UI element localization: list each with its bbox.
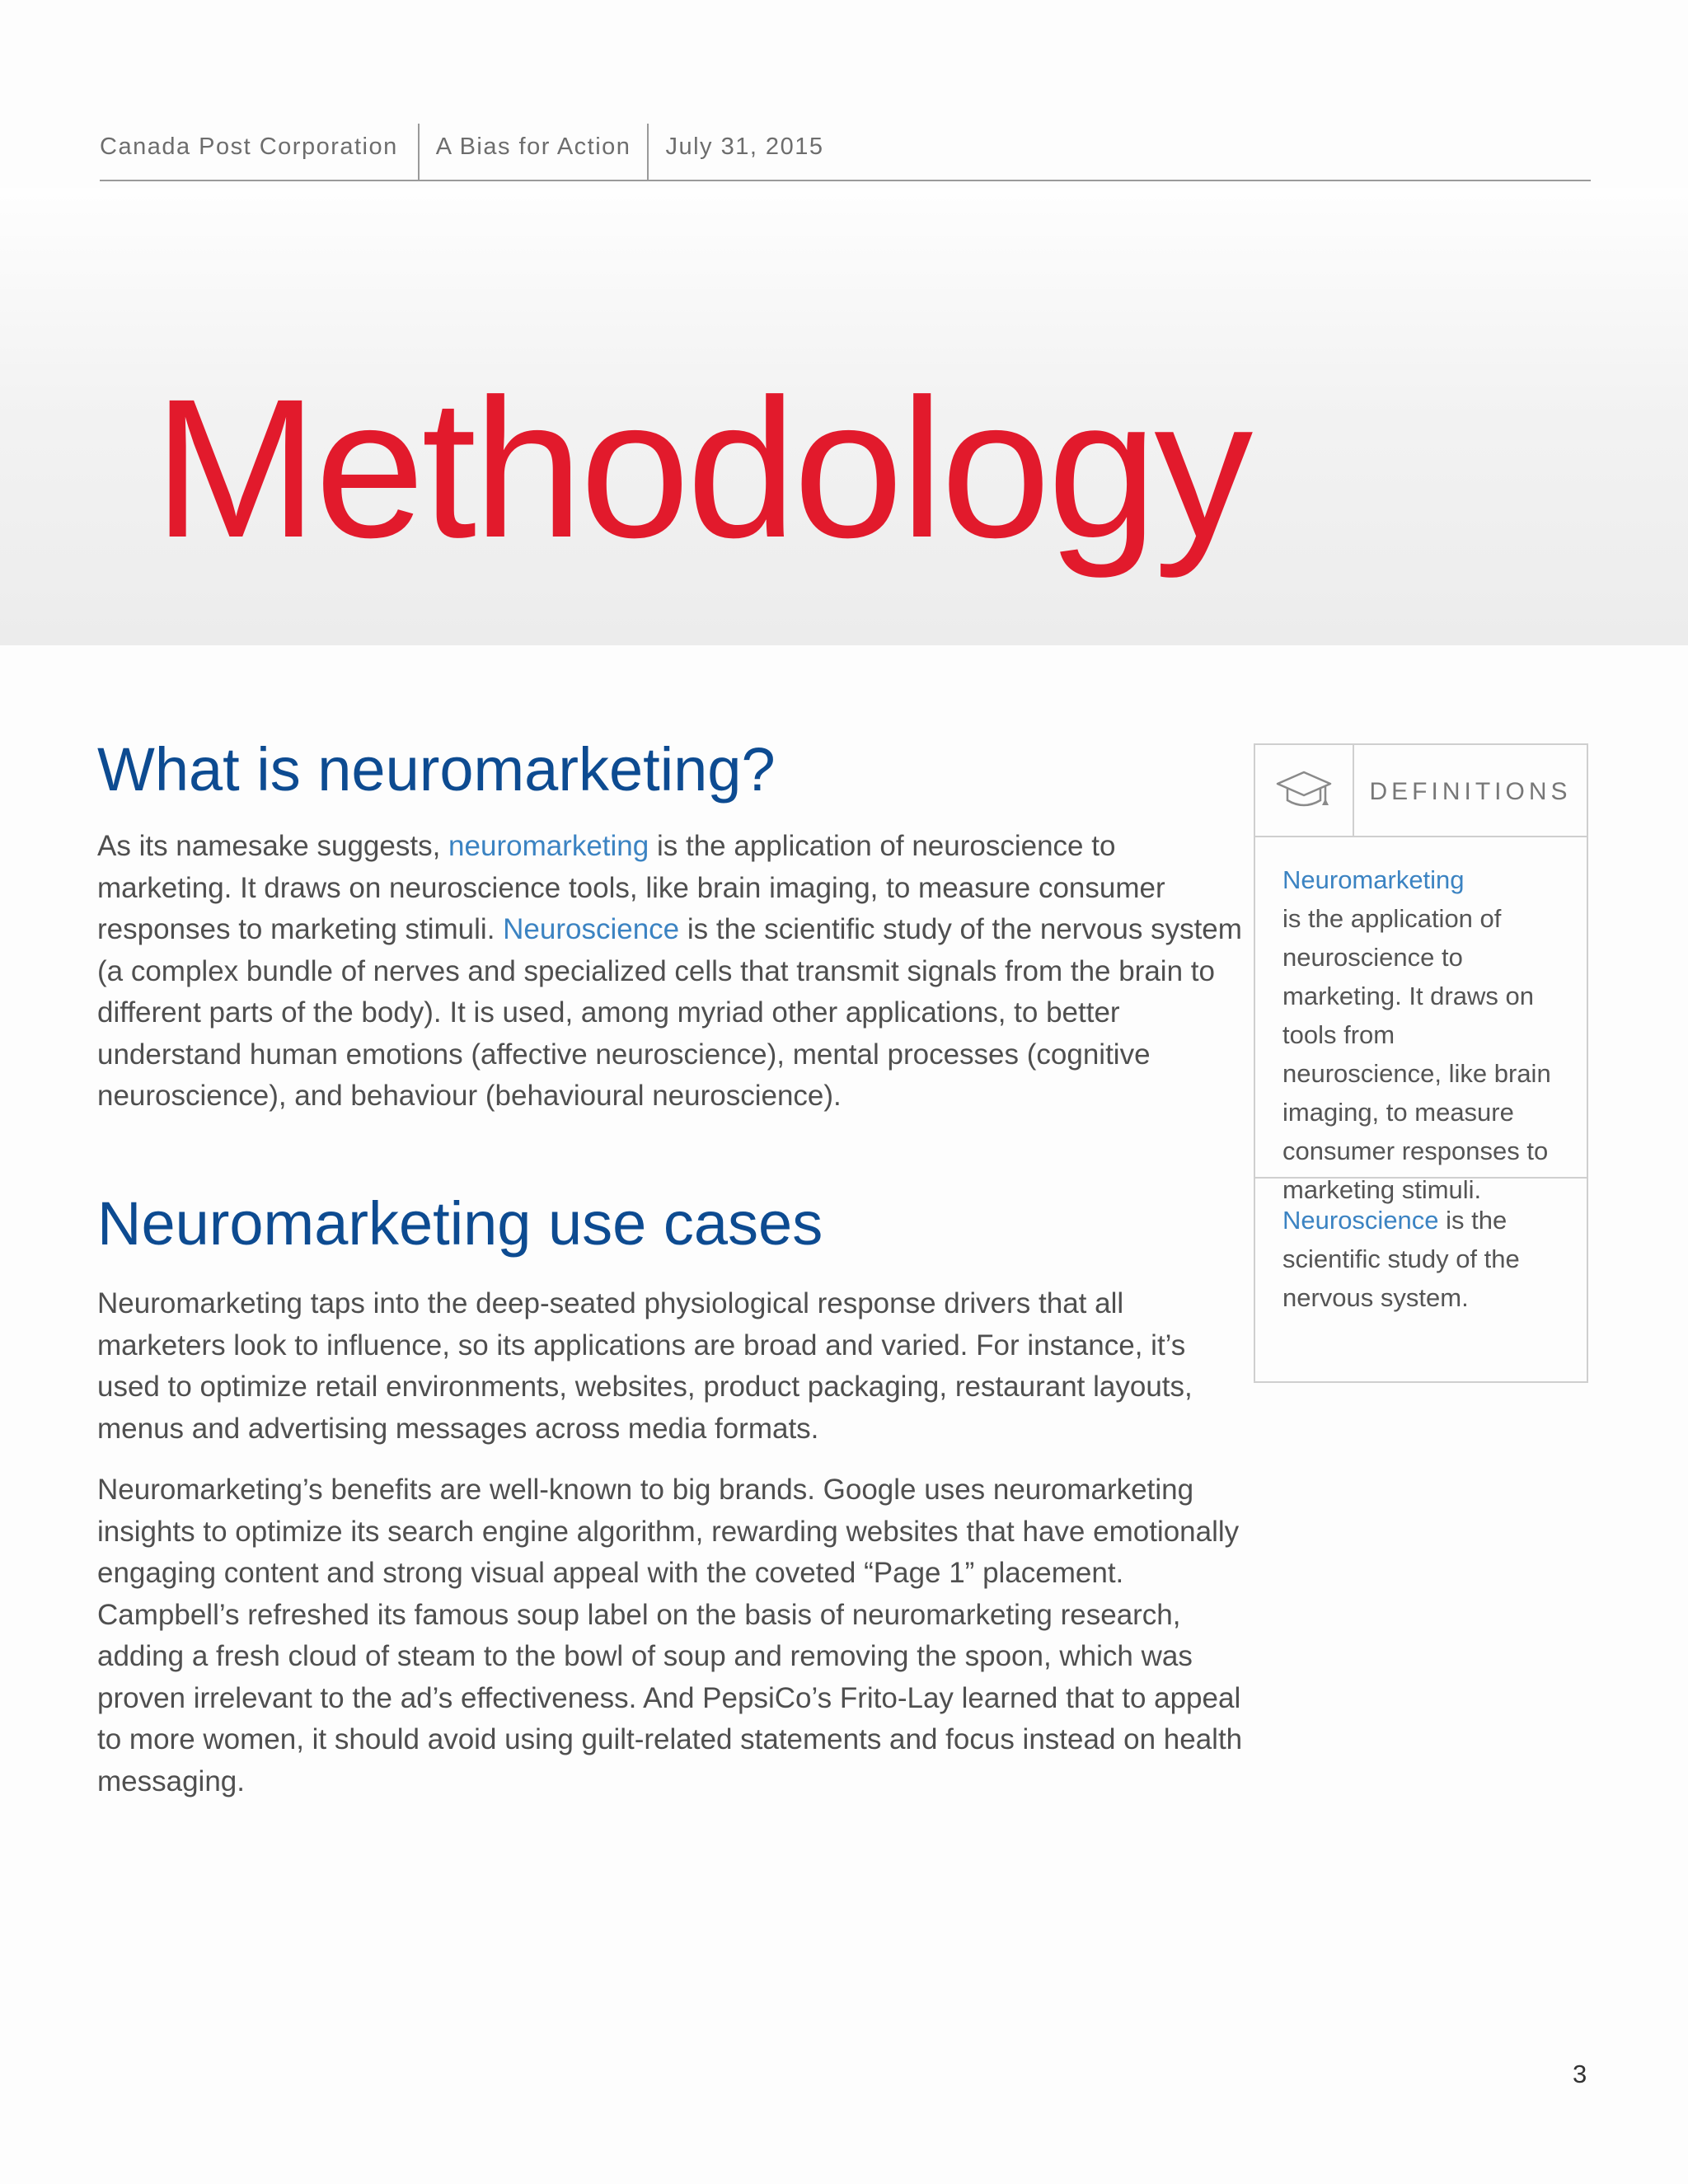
text-run: is the scientific study of the nervous system (a complex bundle of nerves and specialized cells that transmit signals from the brain to different parts of the body). It is used, among myriad other applications, to better understand human emotions (affective neuroscience), mental processes (cognitive neuroscience), and behaviour (behavioural neuroscience). [97,913,1242,1113]
definition-text: is the scientific study of the nervous system. [1282,1206,1520,1312]
definitions-title: DEFINITIONS [1369,778,1572,805]
main-content [97,736,1243,1802]
section-heading-what-is: What is neuromarketing? [97,735,776,804]
definition-text: is the application of neuroscience to marketing. It draws on tools from neuroscience, like brain imaging, to measure consumer responses to marketing stimuli. [1282,904,1551,1204]
document-header [100,124,1591,181]
paragraph-use-cases-2: Neuromarketing’s benefits are well-known to big brands. Google uses neuromarketing insights to optimize its search engine algorithm, rewarding websites that have emotionally engaging content and strong visual appeal with the coveted “Page 1” placement. Campbell’s refreshed its famous soup label on the basis of neuromarketing research, adding a fresh cloud of steam to the bowl of soup and removing the spoon, which was proven irrelevant to the ad’s effectiveness. And PepsiCo’s Frito-Lay learned that to appeal to more women, it should avoid using guilt-related statements and focus instead on health messaging. [97,1474,1243,1797]
section-heading-use-cases: Neuromarketing use cases [97,1188,823,1258]
graduation-cap-icon [1255,745,1354,836]
definitions-sidebar [1254,743,1588,1383]
definition-neuromarketing [1255,837,1587,1204]
hero-banner [0,188,1688,645]
term-neuroscience: Neuroscience [503,913,680,946]
term-neuromarketing: neuromarketing [448,830,649,863]
definition-term: Neuroscience [1282,1206,1439,1235]
header-company: Canada Post Corporation [100,124,420,180]
page-number: 3 [1573,2060,1587,2088]
header-report-title: A Bias for Action [420,124,649,180]
paragraph-what-is [97,826,1243,1118]
definition-term: Neuromarketing [1282,865,1465,894]
paragraph-use-cases-1: Neuromarketing taps into the deep-seated physiological response drivers that all marketers look to influence, so its applications are broad and varied. For instance, it’s used to optimize retail environments, websites, product packaging, restaurant layouts, menus and advertising messages across media formats. [97,1287,1193,1445]
text-run: is the application of neuroscience to marketing. It draws on neuroscience tools, like brain imaging, to measure consumer responses to marketing stimuli. [97,830,1165,946]
text-run: As its namesake suggests, [97,830,449,863]
page-title: Methodology [153,358,1250,579]
definitions-header [1255,745,1587,837]
header-date: July 31, 2015 [665,134,824,160]
